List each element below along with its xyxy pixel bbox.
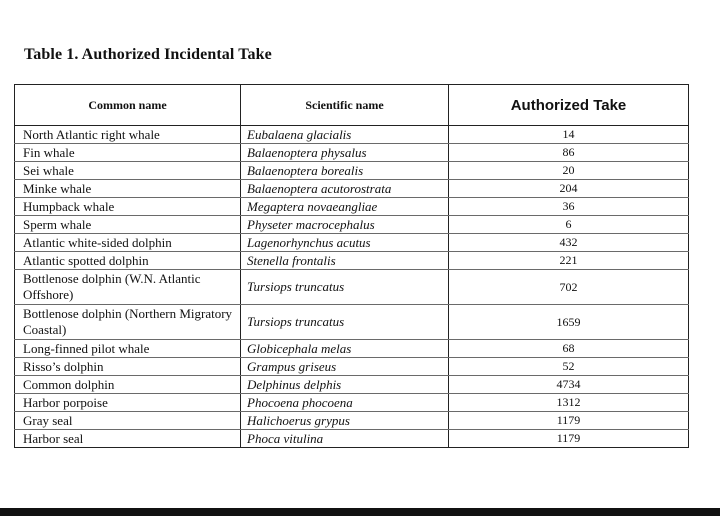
table-row: [15, 180, 689, 198]
cell-common-name: Long-finned pilot whale: [15, 340, 241, 358]
table-header-row: [15, 85, 689, 126]
cell-common-name: Fin whale: [15, 144, 241, 162]
take-table: [14, 84, 689, 448]
cell-scientific-name: Grampus griseus: [241, 358, 449, 376]
cell-authorized-take: 1312: [449, 394, 689, 412]
table-row: [15, 198, 689, 216]
cell-authorized-take: 1179: [449, 430, 689, 448]
table-row: [15, 162, 689, 180]
cell-scientific-name: Halichoerus grypus: [241, 412, 449, 430]
cell-authorized-take: 4734: [449, 376, 689, 394]
cell-common-name: Atlantic white-sided dolphin: [15, 234, 241, 252]
cell-common-name: Risso’s dolphin: [15, 358, 241, 376]
bottom-edge-bar: [0, 508, 720, 516]
cell-common-name: Humpback whale: [15, 198, 241, 216]
cell-scientific-name: Balaenoptera borealis: [241, 162, 449, 180]
table-row: [15, 412, 689, 430]
cell-authorized-take: 20: [449, 162, 689, 180]
table-row: [15, 252, 689, 270]
header-authorized-take: Authorized Take: [449, 85, 689, 126]
table-row: [15, 126, 689, 144]
table-row: [15, 340, 689, 358]
cell-common-name: Sperm whale: [15, 216, 241, 234]
cell-common-name: Minke whale: [15, 180, 241, 198]
table-row: [15, 394, 689, 412]
cell-authorized-take: 14: [449, 126, 689, 144]
cell-scientific-name: Lagenorhynchus acutus: [241, 234, 449, 252]
cell-scientific-name: Balaenoptera physalus: [241, 144, 449, 162]
cell-common-name: Harbor seal: [15, 430, 241, 448]
cell-common-name: Common dolphin: [15, 376, 241, 394]
cell-scientific-name: Tursiops truncatus: [241, 270, 449, 305]
cell-scientific-name: Megaptera novaeangliae: [241, 198, 449, 216]
cell-common-name: Harbor porpoise: [15, 394, 241, 412]
cell-scientific-name: Delphinus delphis: [241, 376, 449, 394]
cell-authorized-take: 221: [449, 252, 689, 270]
cell-authorized-take: 86: [449, 144, 689, 162]
cell-scientific-name: Globicephala melas: [241, 340, 449, 358]
table-row: [15, 234, 689, 252]
cell-scientific-name: Eubalaena glacialis: [241, 126, 449, 144]
cell-common-name: Atlantic spotted dolphin: [15, 252, 241, 270]
table-row: [15, 216, 689, 234]
table-body: [15, 126, 689, 448]
cell-authorized-take: 6: [449, 216, 689, 234]
cell-common-name: Bottlenose dolphin (W.N. Atlantic Offshore): [15, 270, 241, 305]
cell-scientific-name: Tursiops truncatus: [241, 305, 449, 340]
table-row: [15, 430, 689, 448]
cell-common-name: Sei whale: [15, 162, 241, 180]
cell-authorized-take: 702: [449, 270, 689, 305]
table-row: [15, 376, 689, 394]
cell-authorized-take: 52: [449, 358, 689, 376]
cell-scientific-name: Physeter macrocephalus: [241, 216, 449, 234]
take-table-container: [14, 84, 688, 448]
cell-authorized-take: 1179: [449, 412, 689, 430]
cell-scientific-name: Stenella frontalis: [241, 252, 449, 270]
header-common-name: Common name: [15, 85, 241, 126]
cell-common-name: North Atlantic right whale: [15, 126, 241, 144]
cell-authorized-take: 36: [449, 198, 689, 216]
table-row: [15, 144, 689, 162]
cell-scientific-name: Balaenoptera acutorostrata: [241, 180, 449, 198]
cell-scientific-name: Phoca vitulina: [241, 430, 449, 448]
cell-authorized-take: 68: [449, 340, 689, 358]
table-row: [15, 270, 689, 305]
cell-common-name: Gray seal: [15, 412, 241, 430]
header-scientific-name: Scientific name: [241, 85, 449, 126]
cell-authorized-take: 204: [449, 180, 689, 198]
table-row: [15, 305, 689, 340]
cell-scientific-name: Phocoena phocoena: [241, 394, 449, 412]
table-row: [15, 358, 689, 376]
cell-authorized-take: 1659: [449, 305, 689, 340]
cell-authorized-take: 432: [449, 234, 689, 252]
table-caption: Table 1. Authorized Incidental Take: [24, 46, 272, 63]
cell-common-name: Bottlenose dolphin (Northern Migratory Coastal): [15, 305, 241, 340]
